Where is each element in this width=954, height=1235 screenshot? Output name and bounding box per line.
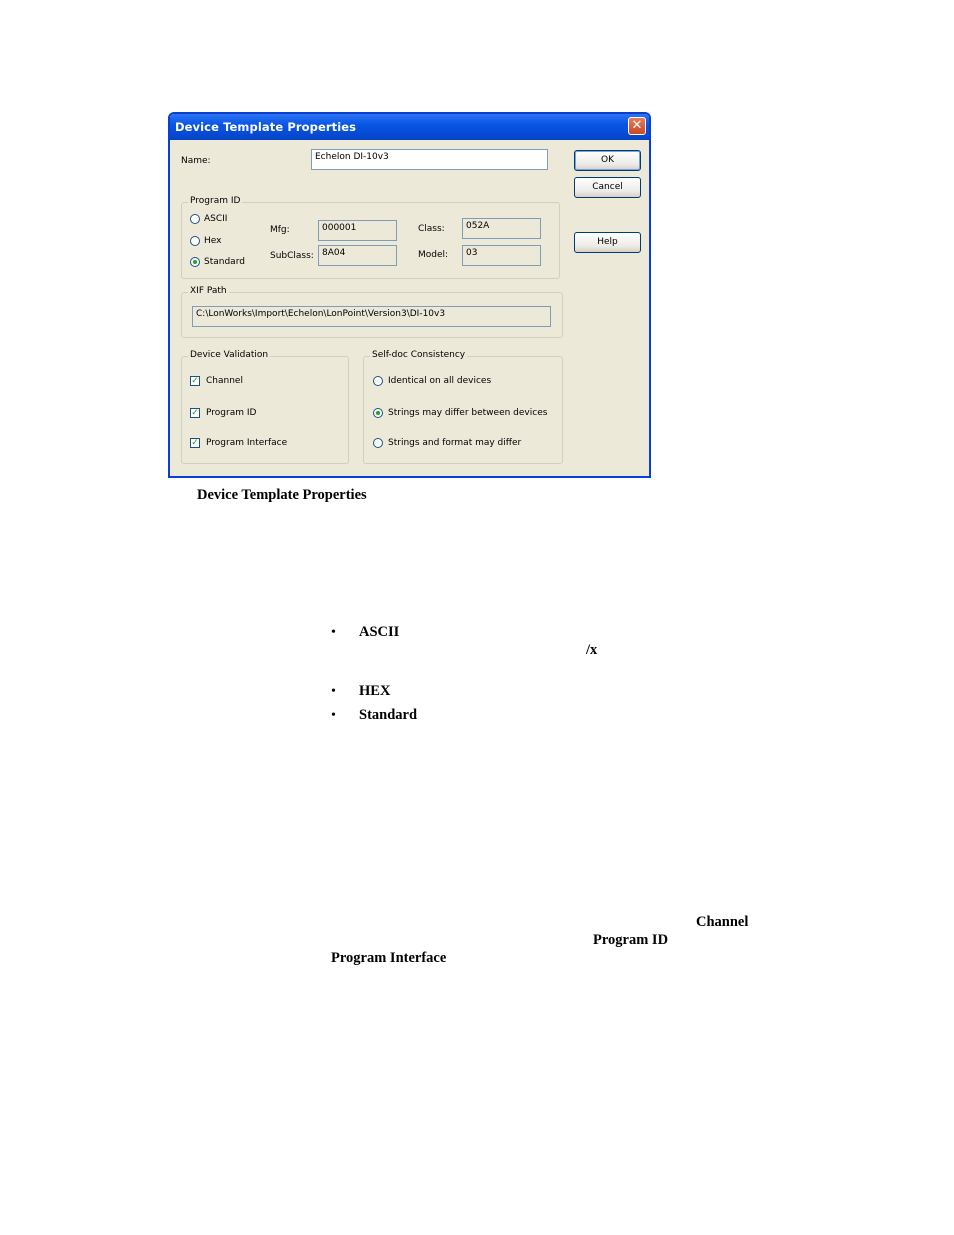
program-interface-text: Program Interface: [331, 950, 447, 966]
channel-text: Channel: [696, 914, 749, 930]
standard-radio[interactable]: [190, 257, 200, 267]
help-button[interactable]: Help: [574, 232, 641, 253]
close-icon[interactable]: ✕: [628, 117, 646, 135]
hex-radio-label: Hex: [204, 236, 222, 246]
bullet-dot: •: [331, 708, 336, 723]
slash-x-text: /x: [586, 642, 598, 658]
bullet-hex: HEX: [359, 683, 391, 699]
xif-path-group: [181, 286, 563, 338]
bullet-standard: Standard: [359, 707, 418, 723]
dialog-title: Device Template Properties: [175, 120, 357, 134]
model-label: Model:: [418, 250, 449, 260]
strings-format-differ-radio[interactable]: [373, 438, 383, 448]
class-label: Class:: [418, 224, 445, 234]
identical-radio-label: Identical on all devices: [388, 376, 492, 386]
channel-checkbox-label: Channel: [206, 376, 243, 386]
bullet-dot: •: [331, 625, 336, 640]
strings-differ-radio-label: Strings may differ between devices: [388, 408, 548, 418]
subclass-field: 8A04: [318, 245, 397, 266]
device-template-properties-dialog: [168, 112, 651, 478]
program-id-group: [181, 196, 560, 279]
standard-radio-label: Standard: [204, 257, 245, 267]
ok-button[interactable]: OK: [574, 150, 641, 171]
selfdoc-consistency-legend: Self-doc Consistency: [372, 350, 466, 360]
model-field: 03: [462, 245, 541, 266]
device-validation-group: [181, 350, 349, 464]
cancel-button[interactable]: Cancel: [574, 177, 641, 198]
channel-checkbox[interactable]: ✓: [191, 376, 199, 386]
ascii-radio[interactable]: [190, 214, 200, 224]
program-id-legend: Program ID: [190, 196, 241, 206]
selfdoc-consistency-group: [363, 350, 563, 464]
xif-path-legend: XIF Path: [190, 286, 227, 296]
xif-path-field: C:\LonWorks\Import\Echelon\LonPoint\Version3\DI-10v3: [192, 306, 551, 327]
program-id-checkbox-label: Program ID: [206, 408, 257, 418]
program-interface-checkbox[interactable]: ✓: [191, 438, 199, 448]
strings-differ-radio[interactable]: [373, 408, 383, 418]
program-id-checkbox[interactable]: ✓: [191, 408, 199, 418]
mfg-field: 000001: [318, 220, 397, 241]
identical-radio[interactable]: [373, 376, 383, 386]
program-id-text: Program ID: [593, 932, 669, 948]
device-validation-legend: Device Validation: [190, 350, 269, 360]
name-label: Name:: [181, 156, 211, 166]
bullet-dot: •: [331, 684, 336, 699]
dialog-client-area: [170, 140, 649, 476]
title-bar[interactable]: [170, 114, 649, 140]
bullet-ascii: ASCII: [359, 624, 400, 640]
ascii-radio-label: ASCII: [204, 214, 228, 224]
figure-caption: Device Template Properties: [197, 487, 367, 503]
name-input[interactable]: Echelon DI-10v3: [311, 149, 548, 170]
program-interface-checkbox-label: Program Interface: [206, 438, 288, 448]
strings-format-differ-radio-label: Strings and format may differ: [388, 438, 522, 448]
mfg-label: Mfg:: [270, 225, 290, 235]
class-field: 052A: [462, 218, 541, 239]
hex-radio[interactable]: [190, 236, 200, 246]
subclass-label: SubClass:: [270, 251, 314, 261]
